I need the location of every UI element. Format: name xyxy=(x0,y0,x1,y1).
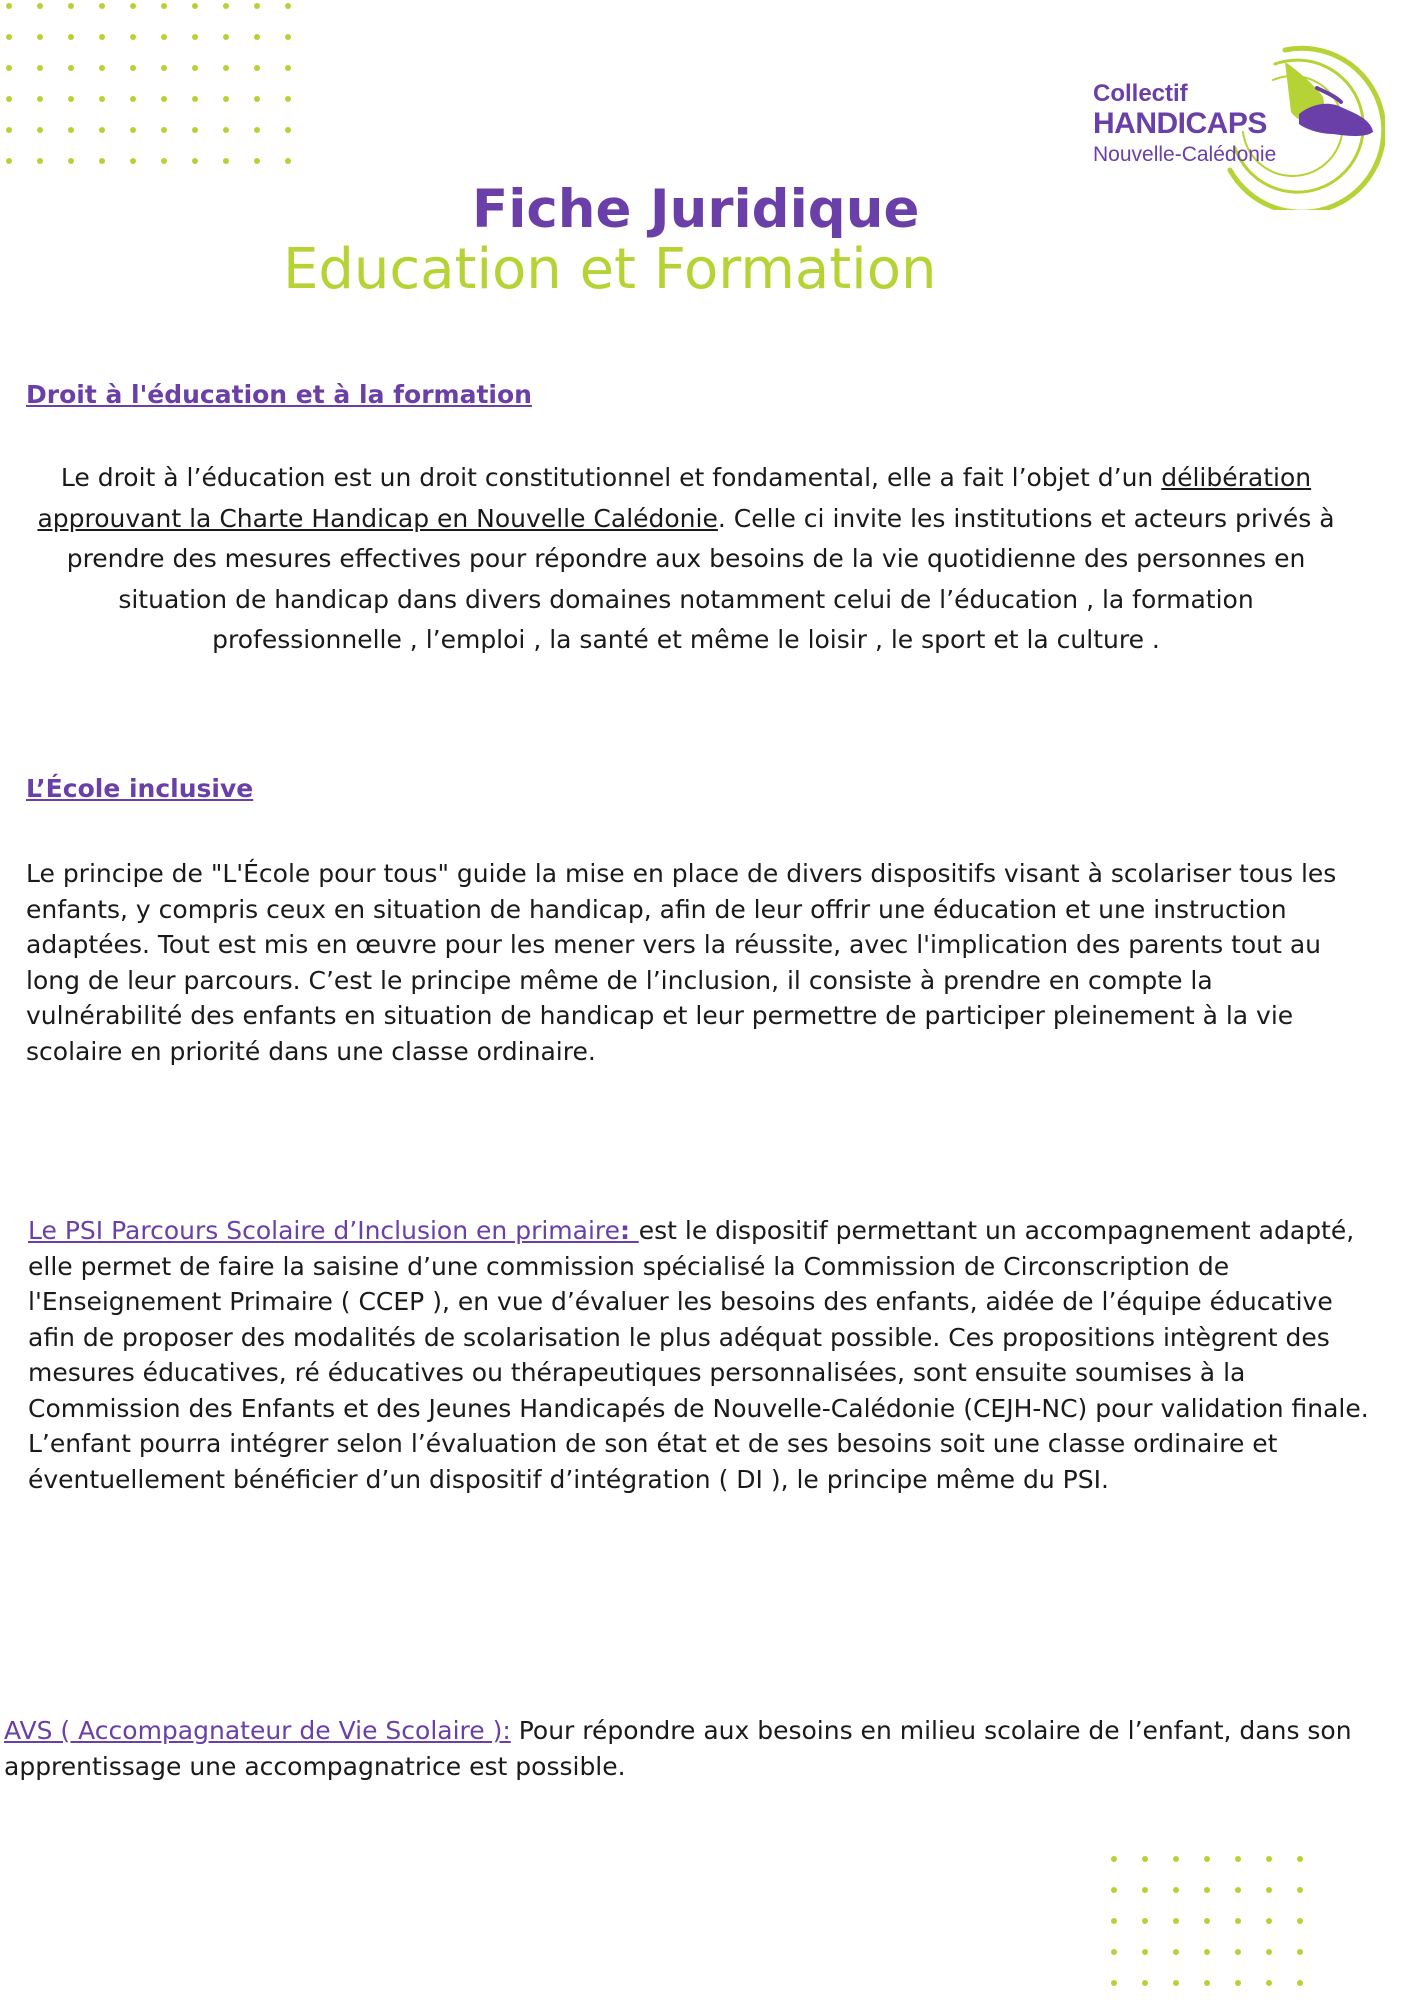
dot xyxy=(223,158,229,164)
logo-text xyxy=(1093,82,1276,165)
section-heading-ecole-inclusive[interactable]: L’École inclusive xyxy=(26,774,254,803)
dot xyxy=(68,34,74,40)
logo-line-2: HANDICAPS xyxy=(1093,107,1267,140)
psi-label-link[interactable]: Le PSI Parcours Scolaire d’Inclusion en primaire xyxy=(28,1216,621,1245)
dot xyxy=(37,158,43,164)
dot xyxy=(1173,1856,1179,1862)
dot xyxy=(161,34,167,40)
dot xyxy=(285,96,291,102)
dot xyxy=(99,65,105,71)
dot xyxy=(99,158,105,164)
dot xyxy=(254,96,260,102)
dot xyxy=(68,158,74,164)
dot xyxy=(285,158,291,164)
dot xyxy=(6,127,12,133)
dot xyxy=(192,158,198,164)
dot xyxy=(223,3,229,9)
dot xyxy=(1111,1980,1117,1986)
droit-text-after: . Celle ci invite les institutions et acteurs privés à prendre des mesures effectives pour répondre aux besoins de la vie quotidienne des personnes en situation de handicap dans divers domaines notamment celui de l’éducation , la formation professionnelle , l’emploi , la santé et même le loisir , le sport et la culture . xyxy=(66,503,1335,654)
dot xyxy=(1297,1887,1303,1893)
dot xyxy=(68,65,74,71)
dot xyxy=(6,158,12,164)
dot xyxy=(161,127,167,133)
dot xyxy=(1142,1887,1148,1893)
section-ecole-paragraph: Le principe de "L'École pour tous" guide la mise en place de divers dispositifs visant à scolariser tous les enfants, y compris ceux en situation de handicap, afin de leur offrir une éducation et une instruction adaptées. Tout est mis en œuvre pour les mener vers la réussite, avec l'implication des parents tout au long de leur parcours. C’est le principe même de l’inclusion, il consiste à prendre en compte la vulnérabilité des enfants en situation de handicap et leur permettre de participer pleinement à la vie scolaire en priorité dans une classe ordinaire. xyxy=(26,859,1337,1066)
dot xyxy=(1111,1856,1117,1862)
droit-text-before: Le droit à l’éducation est un droit constitutionnel et fondamental, elle a fait l’objet d’un xyxy=(60,463,1162,492)
section-avs-paragraph xyxy=(4,1713,1404,1784)
page-subtitle: Education et Formation xyxy=(283,237,937,302)
dot xyxy=(1204,1980,1210,1986)
dot xyxy=(254,65,260,71)
dot xyxy=(1204,1887,1210,1893)
dot xyxy=(68,127,74,133)
dot xyxy=(285,3,291,9)
dot xyxy=(37,127,43,133)
dot xyxy=(1266,1887,1272,1893)
dot xyxy=(99,34,105,40)
dot xyxy=(161,158,167,164)
dot xyxy=(1266,1949,1272,1955)
dot xyxy=(1266,1856,1272,1862)
avs-text: Pour répondre aux besoins en milieu scolaire de l’enfant, dans son apprentissage une accompagnatrice est possible. xyxy=(4,1716,1352,1781)
dot xyxy=(1266,1918,1272,1924)
avs-label-link[interactable]: AVS ( Accompagnateur de Vie Scolaire ): xyxy=(4,1716,511,1745)
dot xyxy=(192,3,198,9)
dot xyxy=(37,65,43,71)
dot xyxy=(1111,1887,1117,1893)
dot-grid-top-left xyxy=(0,0,320,170)
dot xyxy=(1235,1887,1241,1893)
dot xyxy=(6,3,12,9)
dot xyxy=(1297,1918,1303,1924)
dot xyxy=(1173,1887,1179,1893)
psi-text: est le dispositif permettant un accompagnement adapté, elle permet de faire la saisine d’une commission spécialisé la Commission de Circonscription de l'Enseignement Primaire ( CCEP ), en vue d’évaluer les besoins des enfants, aidée de l’équipe éducative afin de proposer des modalités de scolarisation le plus adéquat possible. Ces propositions intègrent des mesures éducatives, ré éducatives ou thérapeutiques personnalisées, sont ensuite soumises à la Commission des Enfants et des Jeunes Handicapés de Nouvelle-Calédonie (CEJH-NC) pour validation finale. L’enfant pourra intégrer selon l’évaluation de son état et de ses besoins soit une classe ordinaire et éventuellement bénéficier d’un dispositif d’intégration ( DI ), le principe même du PSI. xyxy=(28,1216,1369,1494)
dot xyxy=(6,65,12,71)
dot xyxy=(130,96,136,102)
charte-handicap-link[interactable]: délibération approuvant la Charte Handicap en Nouvelle Calédonie xyxy=(37,463,1312,533)
dot xyxy=(161,96,167,102)
dot xyxy=(99,96,105,102)
dot xyxy=(1297,1856,1303,1862)
dot xyxy=(1297,1980,1303,1986)
section-droit-paragraph xyxy=(28,458,1344,661)
dot xyxy=(1266,1980,1272,1986)
dot xyxy=(6,96,12,102)
dot xyxy=(1235,1980,1241,1986)
section-heading-droit[interactable]: Droit à l'éducation et à la formation xyxy=(26,380,532,409)
dot xyxy=(192,65,198,71)
dot xyxy=(130,65,136,71)
logo-line-1: Collectif xyxy=(1093,80,1188,107)
dot xyxy=(192,34,198,40)
dot xyxy=(1111,1949,1117,1955)
dot xyxy=(1235,1856,1241,1862)
dot xyxy=(37,3,43,9)
dot xyxy=(130,34,136,40)
dot xyxy=(99,3,105,9)
psi-colon: : xyxy=(620,1216,639,1245)
dot xyxy=(130,127,136,133)
dot xyxy=(1142,1918,1148,1924)
dot xyxy=(161,3,167,9)
logo xyxy=(1085,30,1385,210)
dot xyxy=(1204,1949,1210,1955)
dot xyxy=(1173,1980,1179,1986)
dot xyxy=(99,127,105,133)
dot xyxy=(1235,1918,1241,1924)
dot xyxy=(37,96,43,102)
dot xyxy=(1142,1980,1148,1986)
dot xyxy=(130,158,136,164)
dot xyxy=(1297,1949,1303,1955)
dot xyxy=(1173,1949,1179,1955)
dot xyxy=(192,96,198,102)
dot-grid-bottom-right xyxy=(1100,1850,1414,2000)
dot xyxy=(1204,1856,1210,1862)
dot xyxy=(130,3,136,9)
dot xyxy=(285,65,291,71)
dot xyxy=(254,158,260,164)
dot xyxy=(1173,1918,1179,1924)
dot xyxy=(285,34,291,40)
dot xyxy=(1204,1918,1210,1924)
dot xyxy=(1111,1918,1117,1924)
dot xyxy=(161,65,167,71)
dot xyxy=(254,127,260,133)
dot xyxy=(68,3,74,9)
dot xyxy=(223,96,229,102)
dot xyxy=(223,34,229,40)
dot xyxy=(254,3,260,9)
dot xyxy=(37,34,43,40)
section-psi-paragraph xyxy=(28,1213,1378,1497)
dot xyxy=(1142,1949,1148,1955)
dot xyxy=(68,96,74,102)
dot xyxy=(192,127,198,133)
dot xyxy=(254,34,260,40)
page-title: Fiche Juridique xyxy=(472,179,920,240)
dot xyxy=(223,65,229,71)
dot xyxy=(6,34,12,40)
dot xyxy=(223,127,229,133)
dot xyxy=(1142,1856,1148,1862)
dot xyxy=(285,127,291,133)
dot xyxy=(1235,1949,1241,1955)
logo-line-3: Nouvelle-Calédonie xyxy=(1093,143,1277,166)
